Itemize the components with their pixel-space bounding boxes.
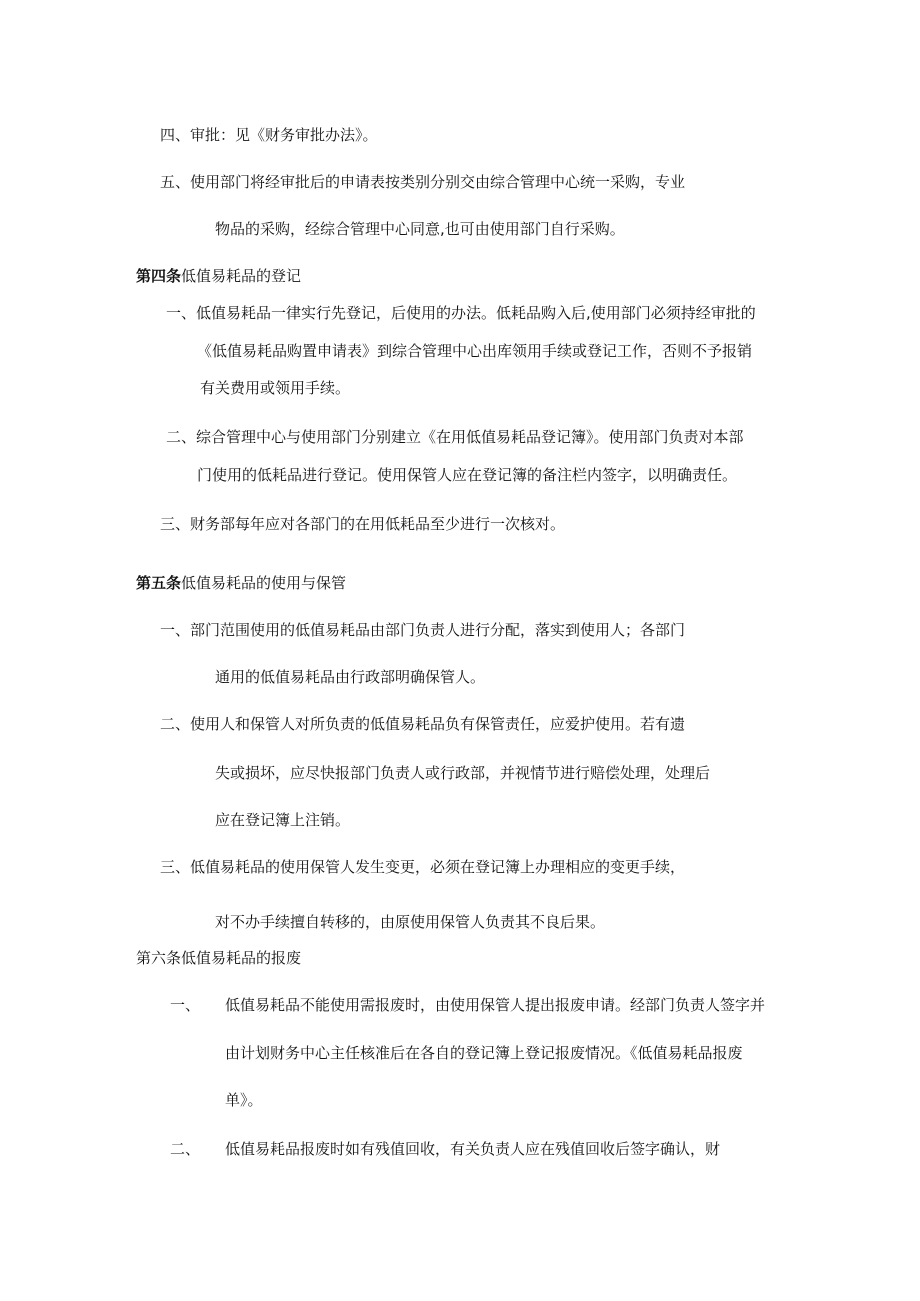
article-6-item-2: 低值易耗品报废时如有残值回收，有关负责人应在残值回收后签字确认，财 xyxy=(225,1140,721,1158)
article-5-item-2-cont-2: 应在登记簿上注销。 xyxy=(215,811,351,829)
clause-4-approval: 四、审批：见《财务审批办法》。 xyxy=(160,126,378,144)
article-6-item-1: 低值易耗品不能使用需报废时，由使用保管人提出报废申请。经部门负责人签字并 xyxy=(225,996,766,1014)
article-4-item-2: 二、综合管理中心与使用部门分别建立《在用低值易耗品登记簿》。使用部门负责对本部 xyxy=(166,428,744,446)
article-4-number: 第四条 xyxy=(136,267,182,285)
clause-5-procurement-cont: 物品的采购，经综合管理中心同意,也可由使用部门自行采购。 xyxy=(215,220,625,238)
article-5-item-3-cont: 对不办手续擅自转移的，由原使用保管人负责其不良后果。 xyxy=(215,913,606,931)
article-5-number: 第五条 xyxy=(136,574,182,592)
article-6-item-1-number: 一、 xyxy=(170,996,201,1014)
article-4-item-1-cont-2: 有关费用或领用手续。 xyxy=(200,379,351,397)
article-4-heading xyxy=(136,266,301,286)
article-4-item-1-cont-1: 《低值易耗品购置申请表》到综合管理中心出库领用手续或登记工作，否则不予报销 xyxy=(197,342,753,360)
article-6-item-2-number: 二、 xyxy=(170,1140,201,1158)
article-6-item-1-cont-2: 单》。 xyxy=(225,1091,263,1109)
article-4-title: 低值易耗品的登记 xyxy=(181,267,302,285)
article-4-item-3: 三、财务部每年应对各部门的在用低耗品至少进行一次核对。 xyxy=(160,515,566,533)
article-5-item-2-cont-1: 失或损坏，应尽快报部门负责人或行政部，并视情节进行赔偿处理，处理后 xyxy=(215,764,711,782)
article-5-title: 低值易耗品的使用与保管 xyxy=(181,574,347,592)
article-6-heading: 第六条低值易耗品的报废 xyxy=(136,949,302,967)
article-4-item-1: 一、低值易耗品一律实行先登记，后使用的办法。低耗品购入后,使用部门必须持经审批的 xyxy=(166,304,756,322)
article-4-item-2-cont: 门使用的低耗品进行登记。使用保管人应在登记簿的备注栏内签字，以明确责任。 xyxy=(197,466,738,484)
article-5-item-1: 一、部门范围使用的低值易耗品由部门负责人进行分配，落实到使用人；各部门 xyxy=(160,621,686,639)
article-5-item-1-cont: 通用的低值易耗品由行政部明确保管人。 xyxy=(215,668,486,686)
clause-5-procurement: 五、使用部门将经审批后的申请表按类别分别交由综合管理中心统一采购，专业 xyxy=(160,173,686,191)
article-6-item-1-cont-1: 由计划财务中心主任核准后在各自的登记簿上登记报废情况。《低值易耗品报废 xyxy=(225,1044,743,1062)
article-5-item-3: 三、低值易耗品的使用保管人发生变更，必须在登记簿上办理相应的变更手续， xyxy=(160,858,686,876)
article-5-heading xyxy=(136,573,346,593)
article-5-item-2: 二、使用人和保管人对所负责的低值易耗品负有保管责任，应爱护使用。若有遗 xyxy=(160,715,686,733)
